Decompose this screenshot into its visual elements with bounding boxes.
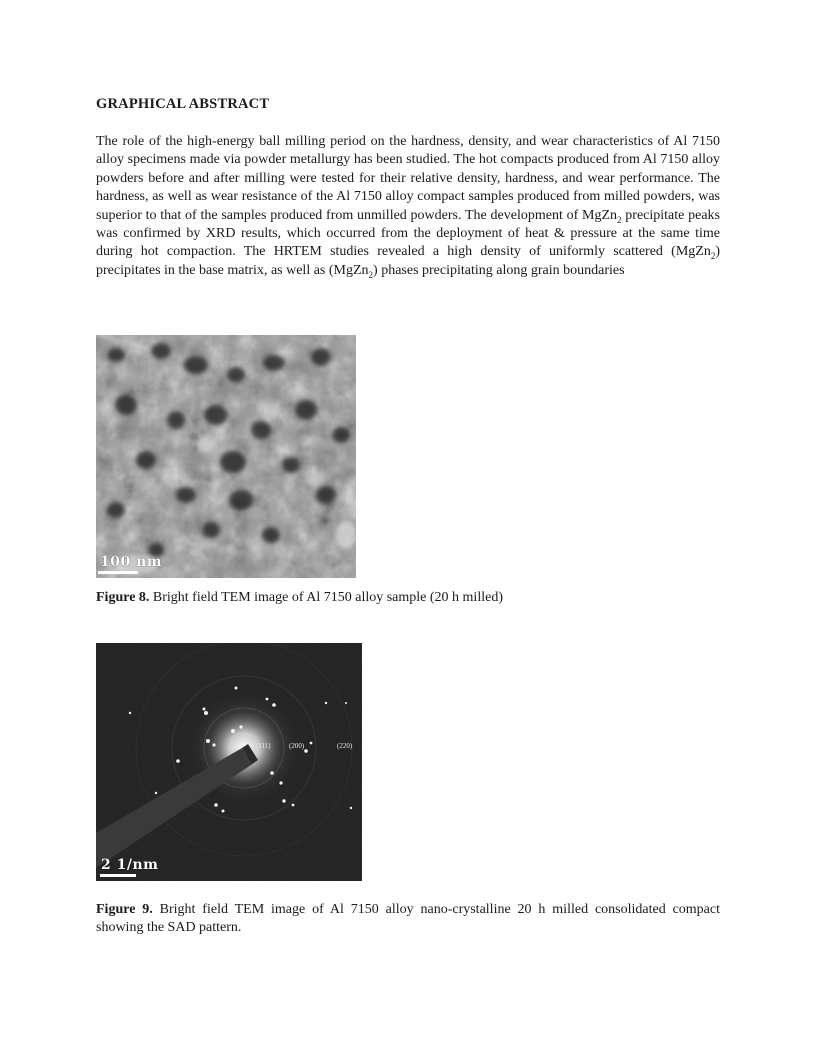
figure-8-caption: Figure 8. Bright field TEM image of Al 7150 alloy sample (20 h milled) xyxy=(96,590,503,605)
ring-label-111: (111) xyxy=(256,742,271,750)
sad-pattern-image xyxy=(96,643,362,881)
section-heading: GRAPHICAL ABSTRACT xyxy=(96,96,270,112)
abstract-text: The role of the high-energy ball milling period on the hardness, density, and wear characteristics of Al 7150 alloy specimens made via powder metallurgy has been studied. The hot compacts produced from Al 7150 alloy powders before and after milling were tested for their relative density, hardness, and wear performance. The hardness, as well as wear resistance of the Al 7150 alloy compact samples produced from milled powders, was superior to that of the samples produced from unmilled powders. The development of MgZn$_2$ precipitate peaks was confirmed by XRD results, which occurred from the deployment of heat & pressure at the same time during hot compaction. The HRTEM studies revealed a high density of uniformly scattered (MgZn$_2$) precipitates in the base matrix, as well as (MgZn$_2$) phases precipitating along grain boundaries xyxy=(96,134,721,280)
ring-label-220: (220) xyxy=(337,742,353,750)
scale-bar xyxy=(98,571,138,574)
sad-pattern-texture xyxy=(96,643,362,881)
tem-micrograph-texture xyxy=(96,335,356,578)
tem-micrograph-image xyxy=(96,335,356,578)
scale-bar xyxy=(100,874,136,877)
figure-9-label: Figure 9. xyxy=(96,902,153,917)
figure-9-caption: Figure 9. Bright field TEM image of Al 7150 alloy nano-crystalline 20 h milled consolidated compact showing the SAD pattern. xyxy=(96,902,720,936)
figure-8-label: Figure 8. xyxy=(96,590,150,605)
ring-label-200: (200) xyxy=(289,742,305,750)
scale-bar-label: 100 nm xyxy=(100,554,163,570)
scale-bar-label: 2 1/nm xyxy=(101,857,159,873)
